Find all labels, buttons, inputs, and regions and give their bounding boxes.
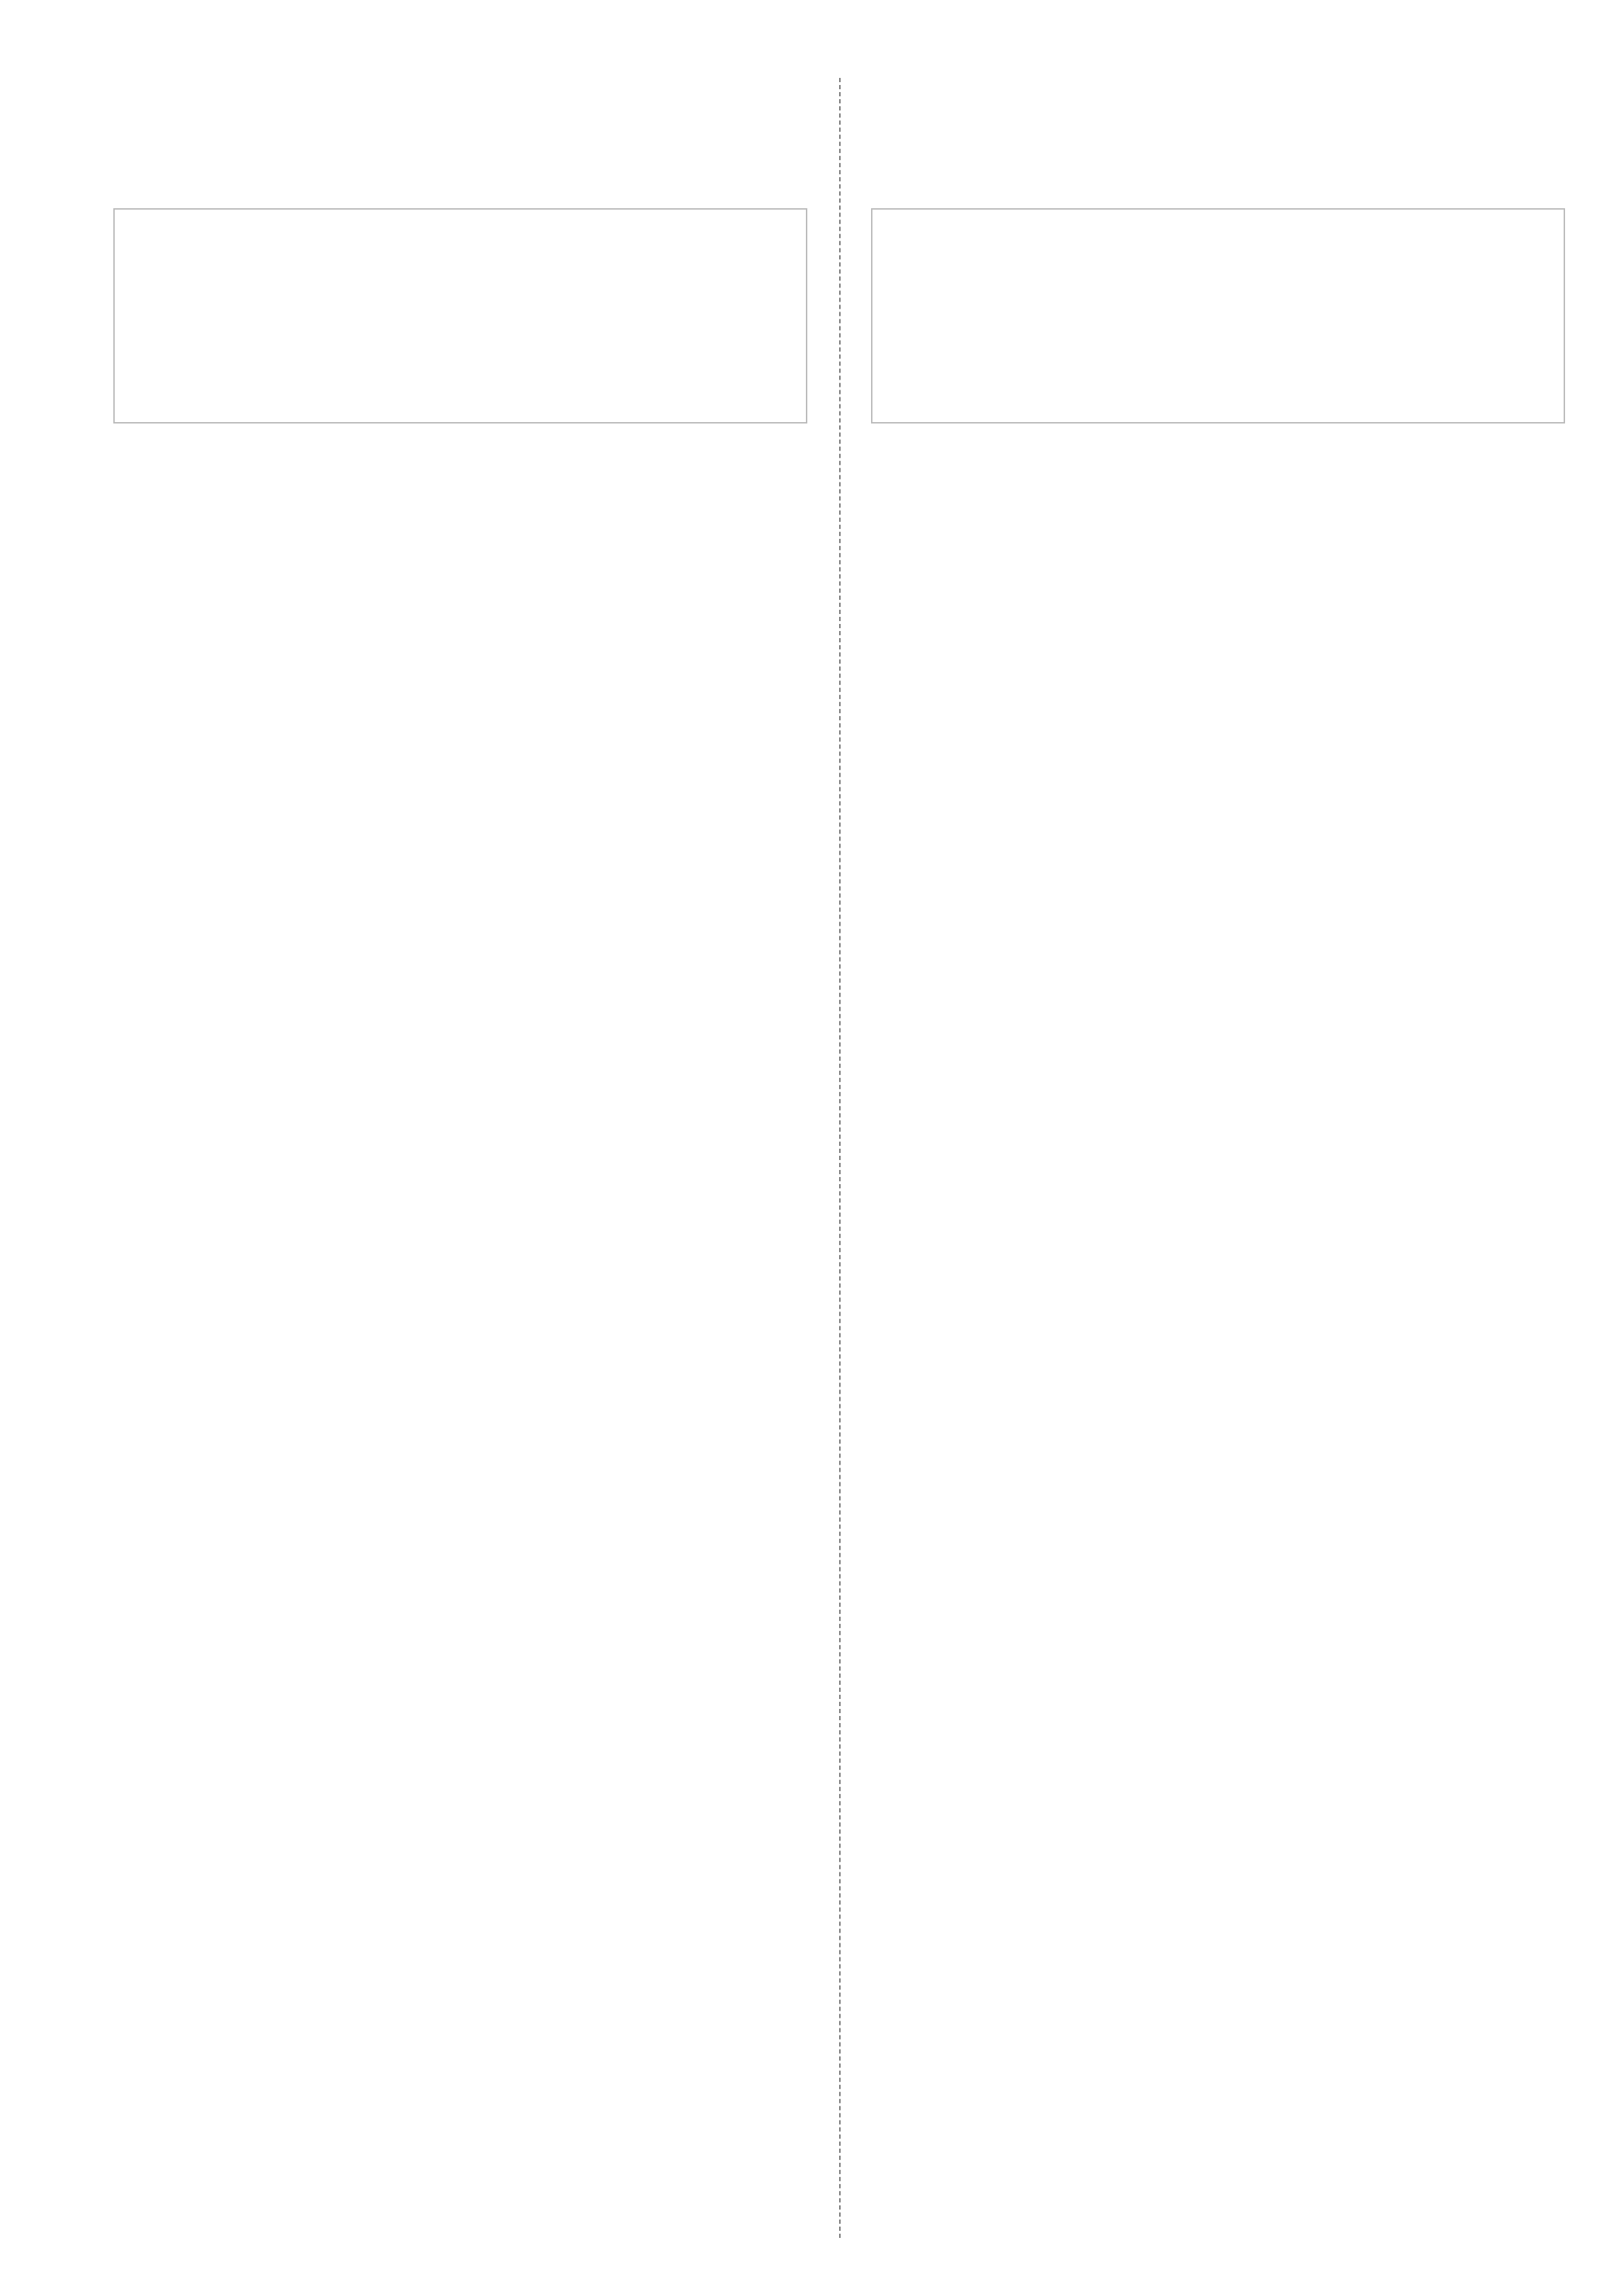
figure-placeholder xyxy=(113,208,807,424)
left-column xyxy=(113,191,807,2195)
page-title xyxy=(0,106,821,157)
figure-placeholder xyxy=(871,208,1565,424)
right-column xyxy=(871,191,1565,2195)
page-footer xyxy=(1342,2222,1554,2254)
column-divider xyxy=(839,78,841,2238)
